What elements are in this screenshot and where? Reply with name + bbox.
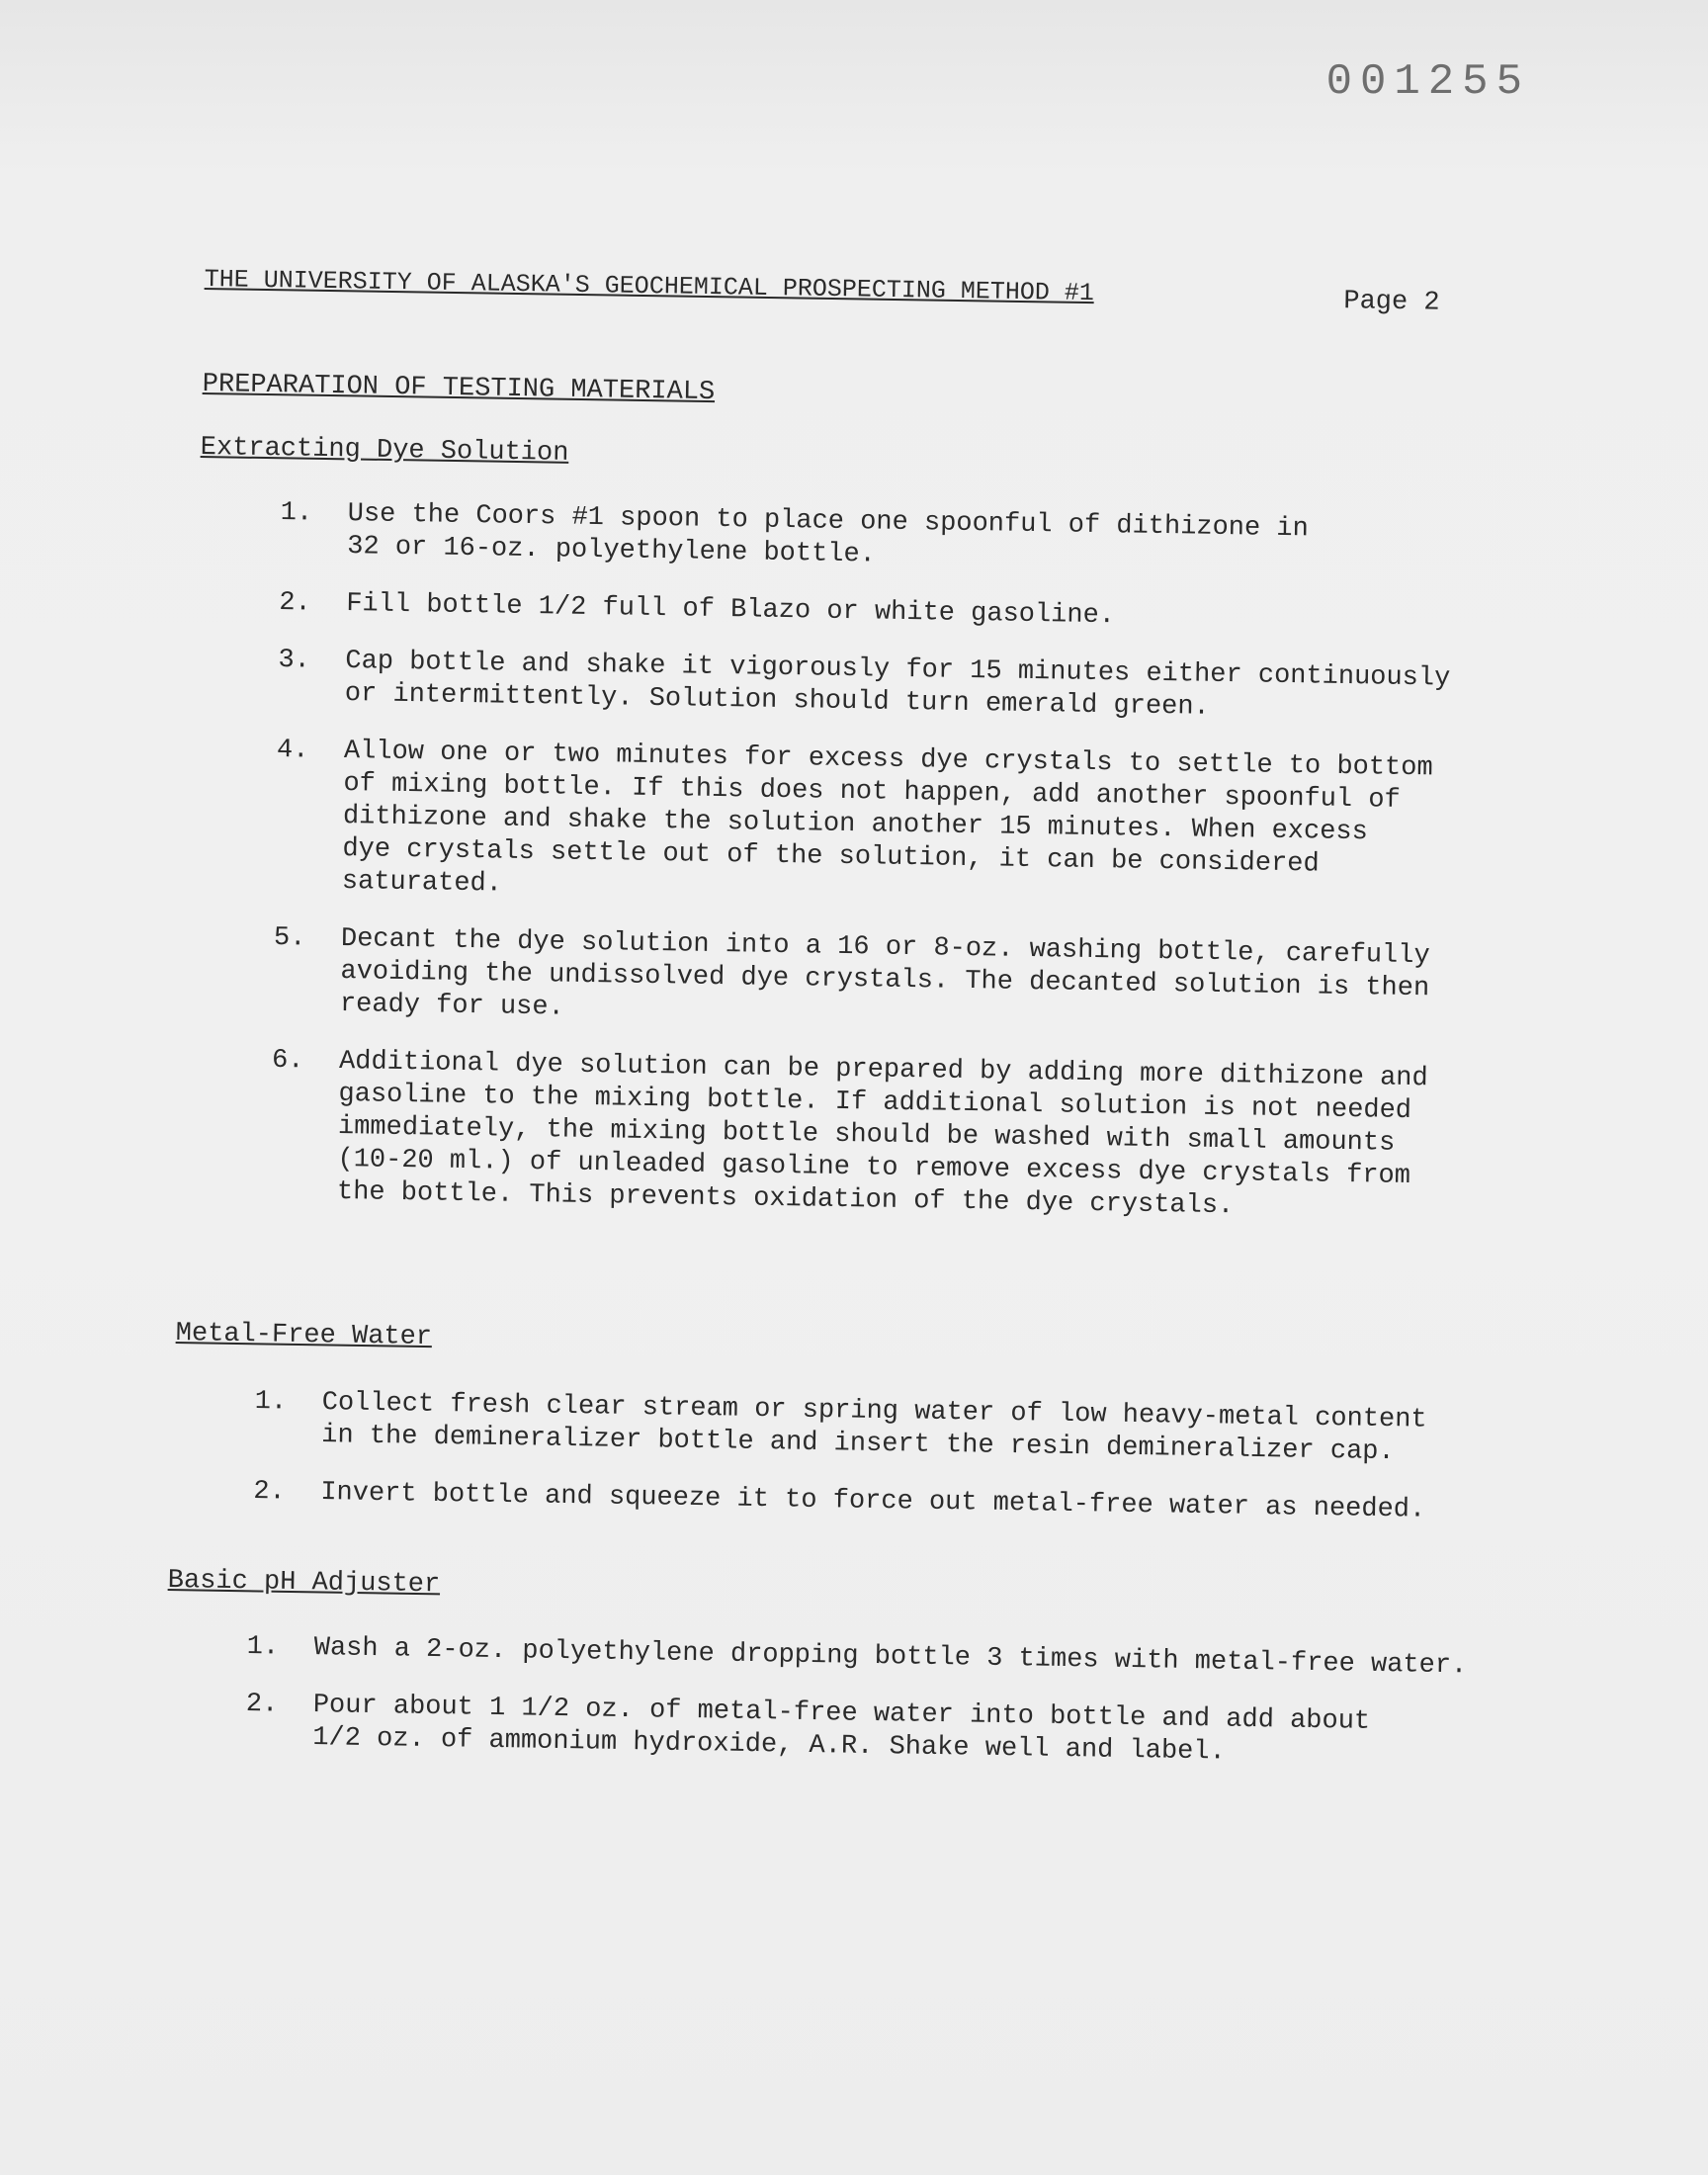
list-metal-free-water xyxy=(253,1386,1491,1553)
item-text: Collect fresh clear stream or spring water of low heavy-metal content in the demineralizer bottle and insert the resin demineralizer cap. xyxy=(320,1388,1427,1468)
item-text: Allow one or two minutes for excess dye crystals to settle to bottom of mixing bottle. If this does not happen, add another spoonful of dithizone and shake the solution another 15 minutes. When excess dye crystals settle out of the solution, it can be considered saturated. xyxy=(341,737,1433,900)
list-item xyxy=(253,1476,1489,1528)
item-number: 1. xyxy=(246,1631,280,1663)
list-extracting-dye-solution xyxy=(269,497,1516,1253)
list-item xyxy=(275,735,1512,917)
section-heading-extracting-dye-solution: Extracting Dye Solution xyxy=(200,433,569,469)
item-text: Cap bottle and shake it vigorously for 15 minutes either continuously or intermittently. Solution should turn emerald green. xyxy=(344,647,1451,723)
list-item xyxy=(273,922,1509,1040)
list-item xyxy=(280,497,1516,582)
page-number-label: Page 2 xyxy=(1343,287,1440,318)
item-number: 2. xyxy=(279,587,311,619)
main-heading: PREPARATION OF TESTING MATERIALS xyxy=(202,370,716,408)
list-item xyxy=(245,1689,1482,1774)
document-number: 001255 xyxy=(1325,57,1530,107)
document-title: THE UNIVERSITY OF ALASKA'S GEOCHEMICAL PROSPECTING METHOD #1 xyxy=(204,265,1095,308)
section-heading-metal-free-water: Metal-Free Water xyxy=(175,1319,433,1353)
item-text: Wash a 2-oz. polyethylene dropping bottle 3 times with metal-free water. xyxy=(313,1633,1468,1682)
item-number: 2. xyxy=(253,1476,286,1508)
header-row xyxy=(204,265,1440,318)
item-number: 3. xyxy=(278,645,311,676)
item-text: Invert bottle and squeeze it to force out metal-free water as needed. xyxy=(320,1478,1426,1525)
item-text: Additional dye solution can be prepared by adding more dithizone and gasoline to the mixing bottle. If additional solution is not needed immediately, the mixing bottle should be washed with small amounts (10-20 ml.) of unleaded gasoline to remove excess dye crystals from the bottle. This prevents oxidation of the dye crystals. xyxy=(336,1046,1428,1222)
item-number: 4. xyxy=(276,735,309,766)
item-number: 5. xyxy=(273,922,306,954)
item-number: 1. xyxy=(280,497,313,529)
list-item xyxy=(279,587,1514,640)
list-item xyxy=(278,645,1514,730)
list-item xyxy=(246,1631,1482,1684)
item-text: Use the Coors #1 spoon to place one spoonful of dithizone in 32 or 16-oz. polyethylene bottle. xyxy=(346,499,1310,570)
item-number: 1. xyxy=(254,1386,288,1418)
item-text: Pour about 1 1/2 oz. of metal-free water into bottle and add about 1/2 oz. of ammonium hydroxide, A.R. Shake well and label. xyxy=(312,1691,1371,1768)
item-text: Decant the dye solution into a 16 or 8-oz. washing bottle, carefully avoiding the undissolved dye crystals. The decanted solution is then ready for use. xyxy=(339,924,1430,1023)
item-text: Fill bottle 1/2 full of Blazo or white gasoline. xyxy=(346,589,1116,632)
list-item xyxy=(270,1045,1507,1228)
list-basic-ph-adjuster xyxy=(245,1631,1483,1798)
item-number: 6. xyxy=(271,1045,304,1077)
item-number: 2. xyxy=(245,1689,279,1720)
section-heading-basic-ph-adjuster: Basic pH Adjuster xyxy=(167,1566,441,1601)
list-item xyxy=(254,1386,1491,1471)
